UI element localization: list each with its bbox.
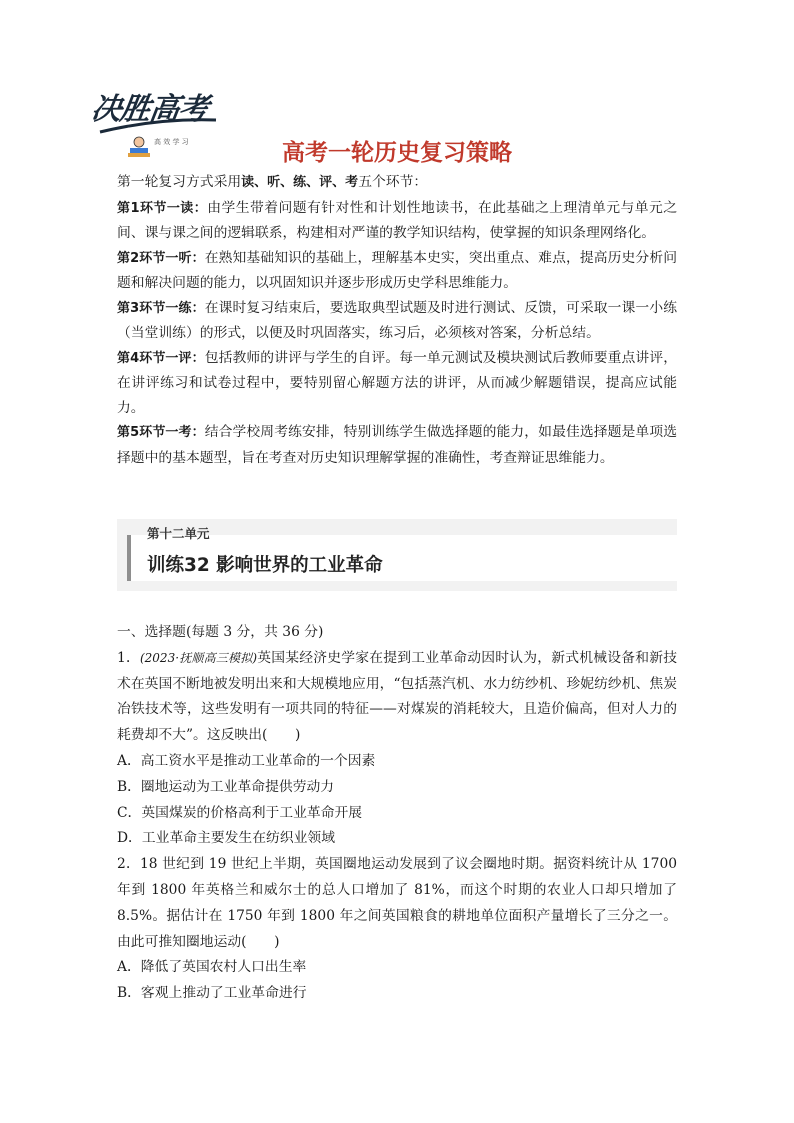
step-text: 在课时复习结束后，要选取典型试题及时进行测试、反馈，可采取一课一小练（当堂训练）的形式，以便及时巩固落实，练习后，必须核对答案，分析总结。 — [117, 299, 678, 341]
questions-section — [117, 620, 677, 1007]
option: C．英国煤炭的价格高利于工业革命开展 — [117, 804, 363, 821]
question-number: 2． — [117, 856, 141, 873]
question-number: 1． — [117, 649, 140, 666]
step-4 — [117, 346, 677, 421]
step-label: 第1环节一读： — [117, 200, 208, 216]
intro-paragraph — [117, 170, 677, 196]
step-label: 第3环节一练： — [117, 300, 205, 316]
step-text: 由学生带着问题有针对性和计划性地读书，在此基础之上理清单元与单元之间、课与课之间的逻辑联系，构建相对严谨的教学知识结构，使掌握的知识条理网络化。 — [117, 199, 678, 241]
question-1 — [117, 646, 677, 749]
option: A．降低了英国农村人口出生率 — [117, 959, 307, 976]
question-2 — [117, 852, 677, 955]
step-label: 第4环节一评： — [117, 350, 205, 366]
step-1 — [117, 196, 677, 246]
option: D．工业革命主要发生在纺织业领域 — [117, 830, 336, 847]
step-text: 结合学校周考练安排，特别训练学生做选择题的能力，如最佳选择题是单项选择题中的基本题型，旨在考查对历史知识理解掌握的准确性，考查辩证思维能力。 — [117, 424, 678, 466]
step-5 — [117, 420, 677, 470]
step-text: 包括教师的讲评与学生的自评。每一单元测试及模块测试后教师要重点讲评，在讲评练习和试卷过程中，要特别留心解题方法的讲评，从而减少解题错误，提高应试能力。 — [117, 349, 678, 416]
intro-prefix: 第一轮复习方式采用 — [117, 174, 242, 190]
section-header: 一、选择题(每题 3 分，共 36 分) — [117, 624, 324, 640]
intro-bold: 读、听、练、评、考 — [241, 175, 359, 190]
question-source: (2023·抚顺高三模拟) — [139, 650, 258, 665]
logo-swoosh-icon — [98, 116, 218, 136]
option: B．客观上推动了工业革命进行 — [117, 985, 307, 1002]
logo-text: 决胜高考 — [89, 92, 210, 127]
lesson-title: 训练32 影响世界的工业革命 — [147, 555, 383, 576]
question-stem: 英国某经济史学家在提到工业革命动因时认为，新式机械设备和新技术在英国不断地被发明出来和大规模地应用，“包括蒸汽机、水力纺纱机、珍妮纺纱机、焦炭冶铁技术等，这些发明有一项共同的特征——对煤炭的消耗较大，且造价偏高，但对人力的耗费却不大”。这反映出( ) — [117, 649, 678, 744]
step-3 — [117, 296, 677, 346]
intro-suffix: 五个环节： — [358, 174, 428, 190]
option: B．圈地运动为工业革命提供劳动力 — [117, 778, 335, 795]
step-label: 第2环节一听： — [117, 250, 205, 266]
page-title: 高考一轮历史复习策略 — [282, 140, 512, 166]
question-stem: 18 世纪到 19 世纪上半期，英国圈地运动发展到了议会圈地时期。据资料统计从 1700 年到 1800 年英格兰和威尔士的总人口增加了 81%，而这个时期的农业人口却只增加了 8.5%。据估计在 1750 年到 1800 年之间英国粮食的耕地单位面积产量增长了三分之一。由此可推知圈地运动( ) — [117, 856, 678, 950]
step-2 — [117, 246, 677, 296]
unit-label: 第十二单元 — [147, 526, 210, 541]
logo-tagline: 高 效 学 习 — [154, 138, 189, 146]
step-text: 在熟知基础知识的基础上，理解基本史实，突出重点、难点，提高历史分析问题和解决问题的能力，以巩固知识并逐步形成历史学科思维能力。 — [117, 249, 678, 291]
strategy-content — [117, 170, 677, 470]
option: A．高工资水平是推动工业革命的一个因素 — [117, 752, 376, 769]
step-label: 第5环节一考： — [117, 425, 205, 440]
